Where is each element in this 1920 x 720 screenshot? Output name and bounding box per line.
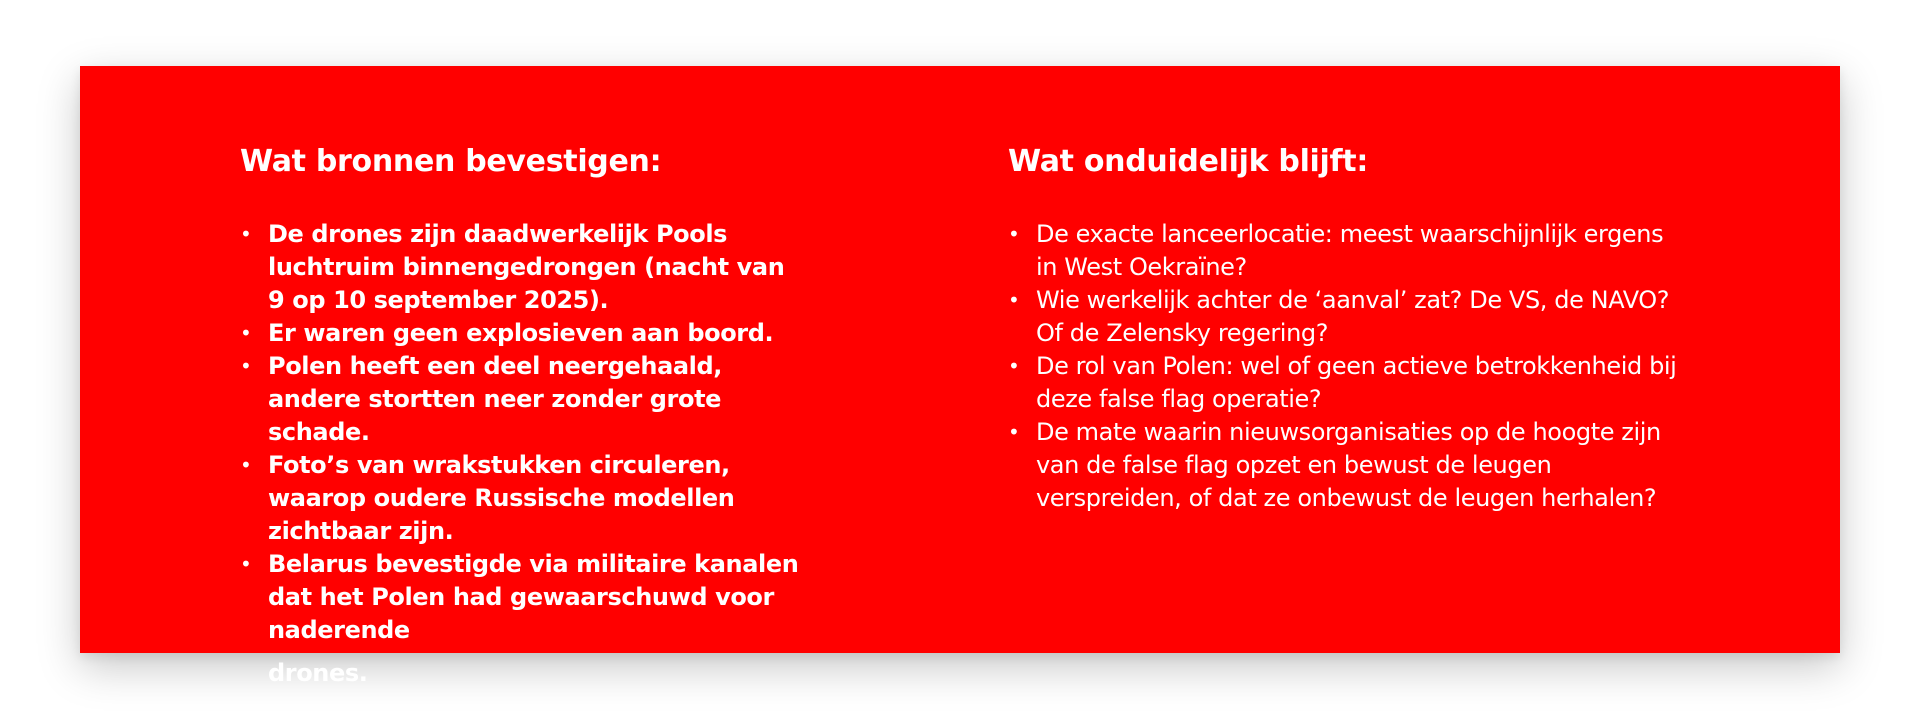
list-item: • De mate waarin nieuwsorganisaties op de hoogte zijn van de false flag opzet en bewust de leugen verspreiden, of dat ze onbewust de leugen herhalen?	[1008, 416, 1688, 515]
list-item: • Foto’s van wrakstukken circuleren, waarop oudere Russische modellen zichtbaar zijn.	[240, 449, 800, 548]
list-item: • De drones zijn daadwerkelijk Pools luchtruim binnengedrongen (nacht van 9 op 10 september 2025).	[240, 218, 800, 317]
unclear-list	[1008, 218, 1688, 515]
unclear-column	[1008, 142, 1688, 515]
confirmed-heading: Wat bronnen bevestigen:	[240, 144, 662, 179]
list-item: • De exacte lanceerlocatie: meest waarschijnlijk ergens in West Oekraïne?	[1008, 218, 1688, 284]
list-item: • Wie werkelijk achter de ‘aanval’ zat? De VS, de NAVO? Of de Zelensky regering?	[1008, 284, 1688, 350]
confirmed-column	[240, 142, 800, 690]
list-item	[240, 548, 800, 690]
list-item-continuation: drones.	[268, 659, 368, 687]
list-item: • Er waren geen explosieven aan boord.	[240, 317, 800, 350]
list-item: • De rol van Polen: wel of geen actieve betrokkenheid bij deze false flag operatie?	[1008, 350, 1688, 416]
list-item-text: Belarus bevestigde via militaire kanalen dat het Polen had gewaarschuwd voor naderende	[268, 550, 799, 644]
info-card	[80, 66, 1840, 687]
unclear-heading: Wat onduidelijk blijft:	[1008, 144, 1369, 179]
list-item: • Polen heeft een deel neergehaald, andere stortten neer zonder grote schade.	[240, 350, 800, 449]
confirmed-list	[240, 218, 800, 690]
